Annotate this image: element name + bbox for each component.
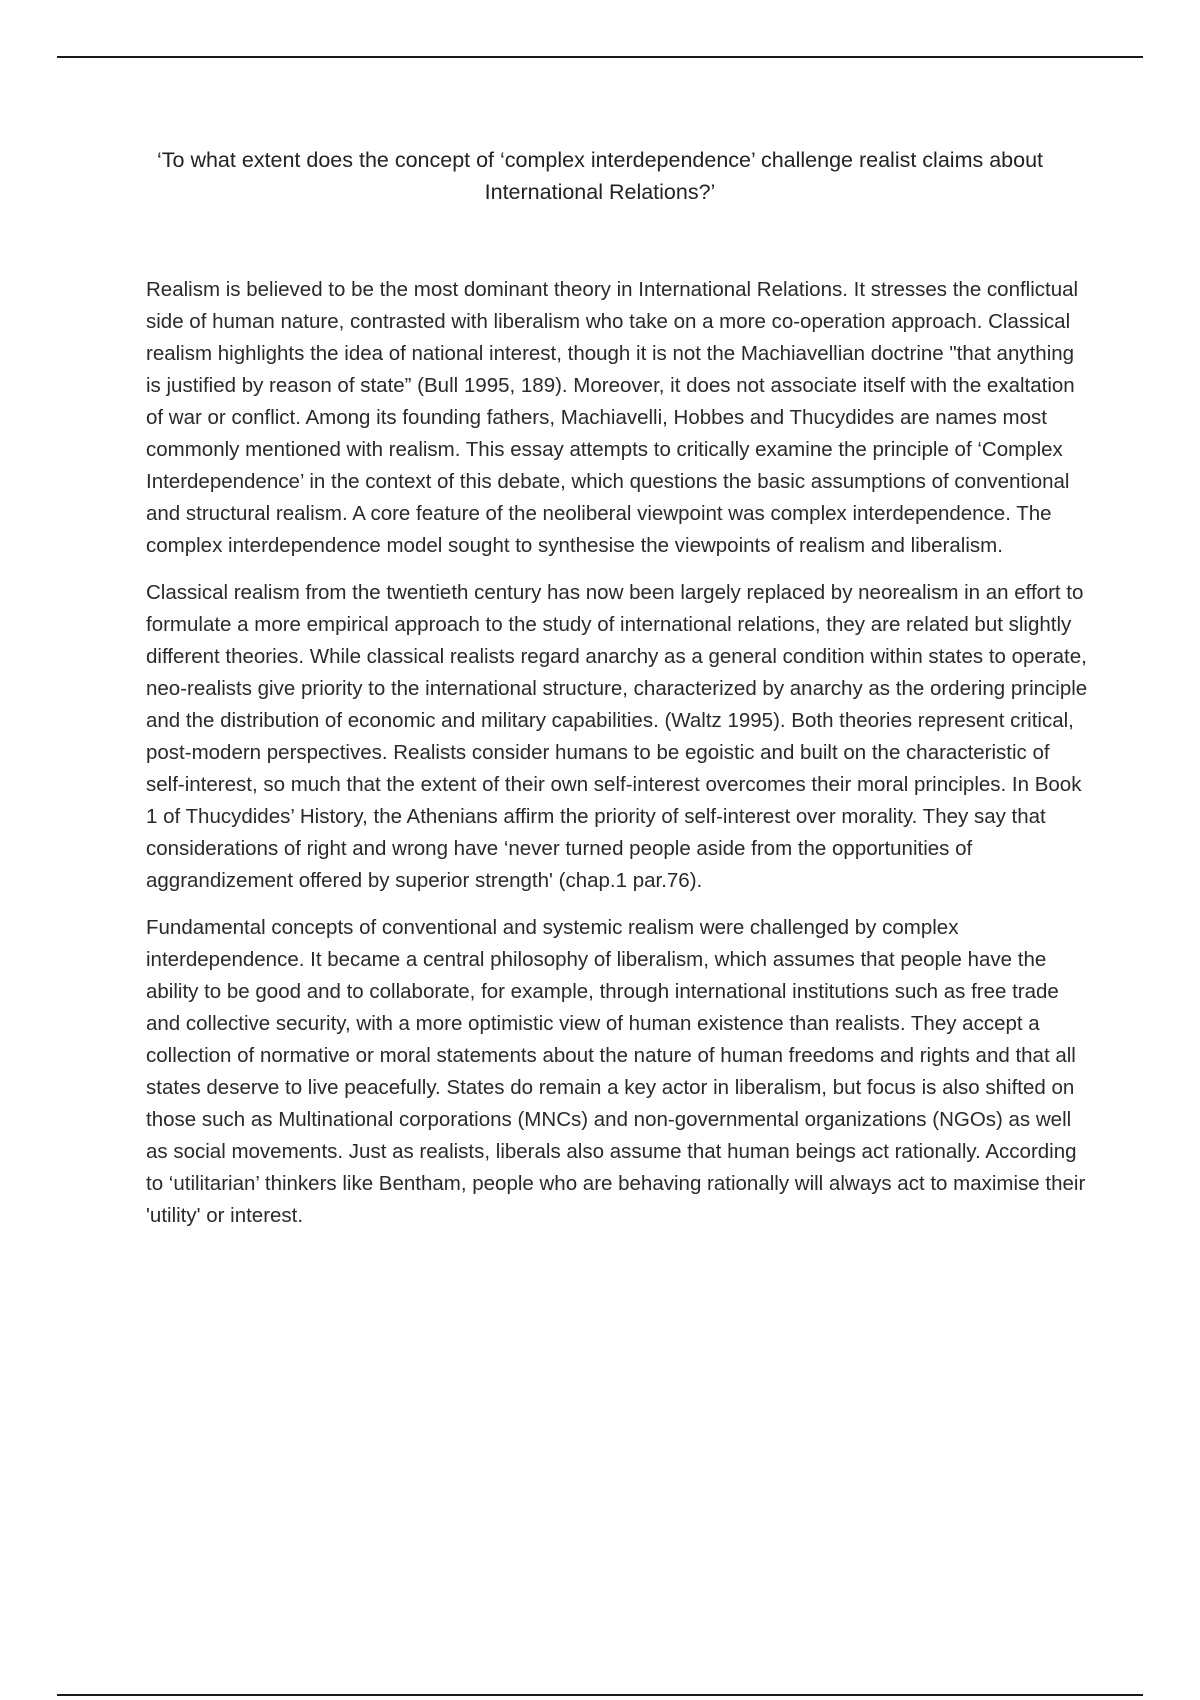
header-rule (57, 56, 1143, 58)
paragraph-1: Realism is believed to be the most dominant theory in International Relations. It stresses the conflictual side of human nature, contrasted with liberalism who take on a more co-operation approach. Classical realism highlights the idea of national interest, though it is not the Machiavellian doctrine "that anything is justified by reason of state” (Bull 1995, 189). Moreover, it does not associate itself with the exaltation of war or conflict. Among its founding fathers, Machiavelli, Hobbes and Thucydides are names most commonly mentioned with realism. This essay attempts to critically examine the principle of ‘Complex Interdependence’ in the context of this debate, which questions the basic assumptions of conventional and structural realism. A core feature of the neoliberal viewpoint was complex interdependence. The complex interdependence model sought to synthesise the viewpoints of realism and liberalism. (146, 278, 1079, 557)
footer-rule (57, 1694, 1143, 1696)
paragraph-3: Fundamental concepts of conventional and systemic realism were challenged by complex interdependence. It became a central philosophy of liberalism, which assumes that people have the ability to be good and to collaborate, for example, through international institutions such as free trade and collective security, with a more optimistic view of human existence than realists. They accept a collection of normative or moral statements about the nature of human freedoms and rights and that all states deserve to live peacefully. States do remain a key actor in liberalism, but focus is also shifted on those such as Multinational corporations (MNCs) and non-governmental organizations (NGOs) as well as social movements. Just as realists, liberals also assume that human beings act rationally. According to ‘utilitarian’ thinkers like Bentham, people who are behaving rationally will always act to maximise their 'utility' or interest. (146, 916, 1086, 1227)
document-body (146, 274, 1092, 1247)
document-title: ‘To what extent does the concept of ‘complex interdependence’ challenge realist claims about International Relations?’ (156, 148, 1043, 204)
paragraph-2: Classical realism from the twentieth century has now been largely replaced by neorealism in an effort to formulate a more empirical approach to the study of international relations, they are related but slightly different theories. While classical realists regard anarchy as a general condition within states to operate, neo-realists give priority to the international structure, characterized by anarchy as the ordering principle and the distribution of economic and military capabilities. (Waltz 1995). Both theories represent critical, post-modern perspectives. Realists consider humans to be egoistic and built on the characteristic of self-interest, so much that the extent of their own self-interest overcomes their moral principles. In Book 1 of Thucydides’ History, the Athenians affirm the priority of self-interest over morality. They say that considerations of right and wrong have ‘never turned people aside from the opportunities of aggrandizement offered by superior strength' (chap.1 par.76). (146, 581, 1088, 892)
